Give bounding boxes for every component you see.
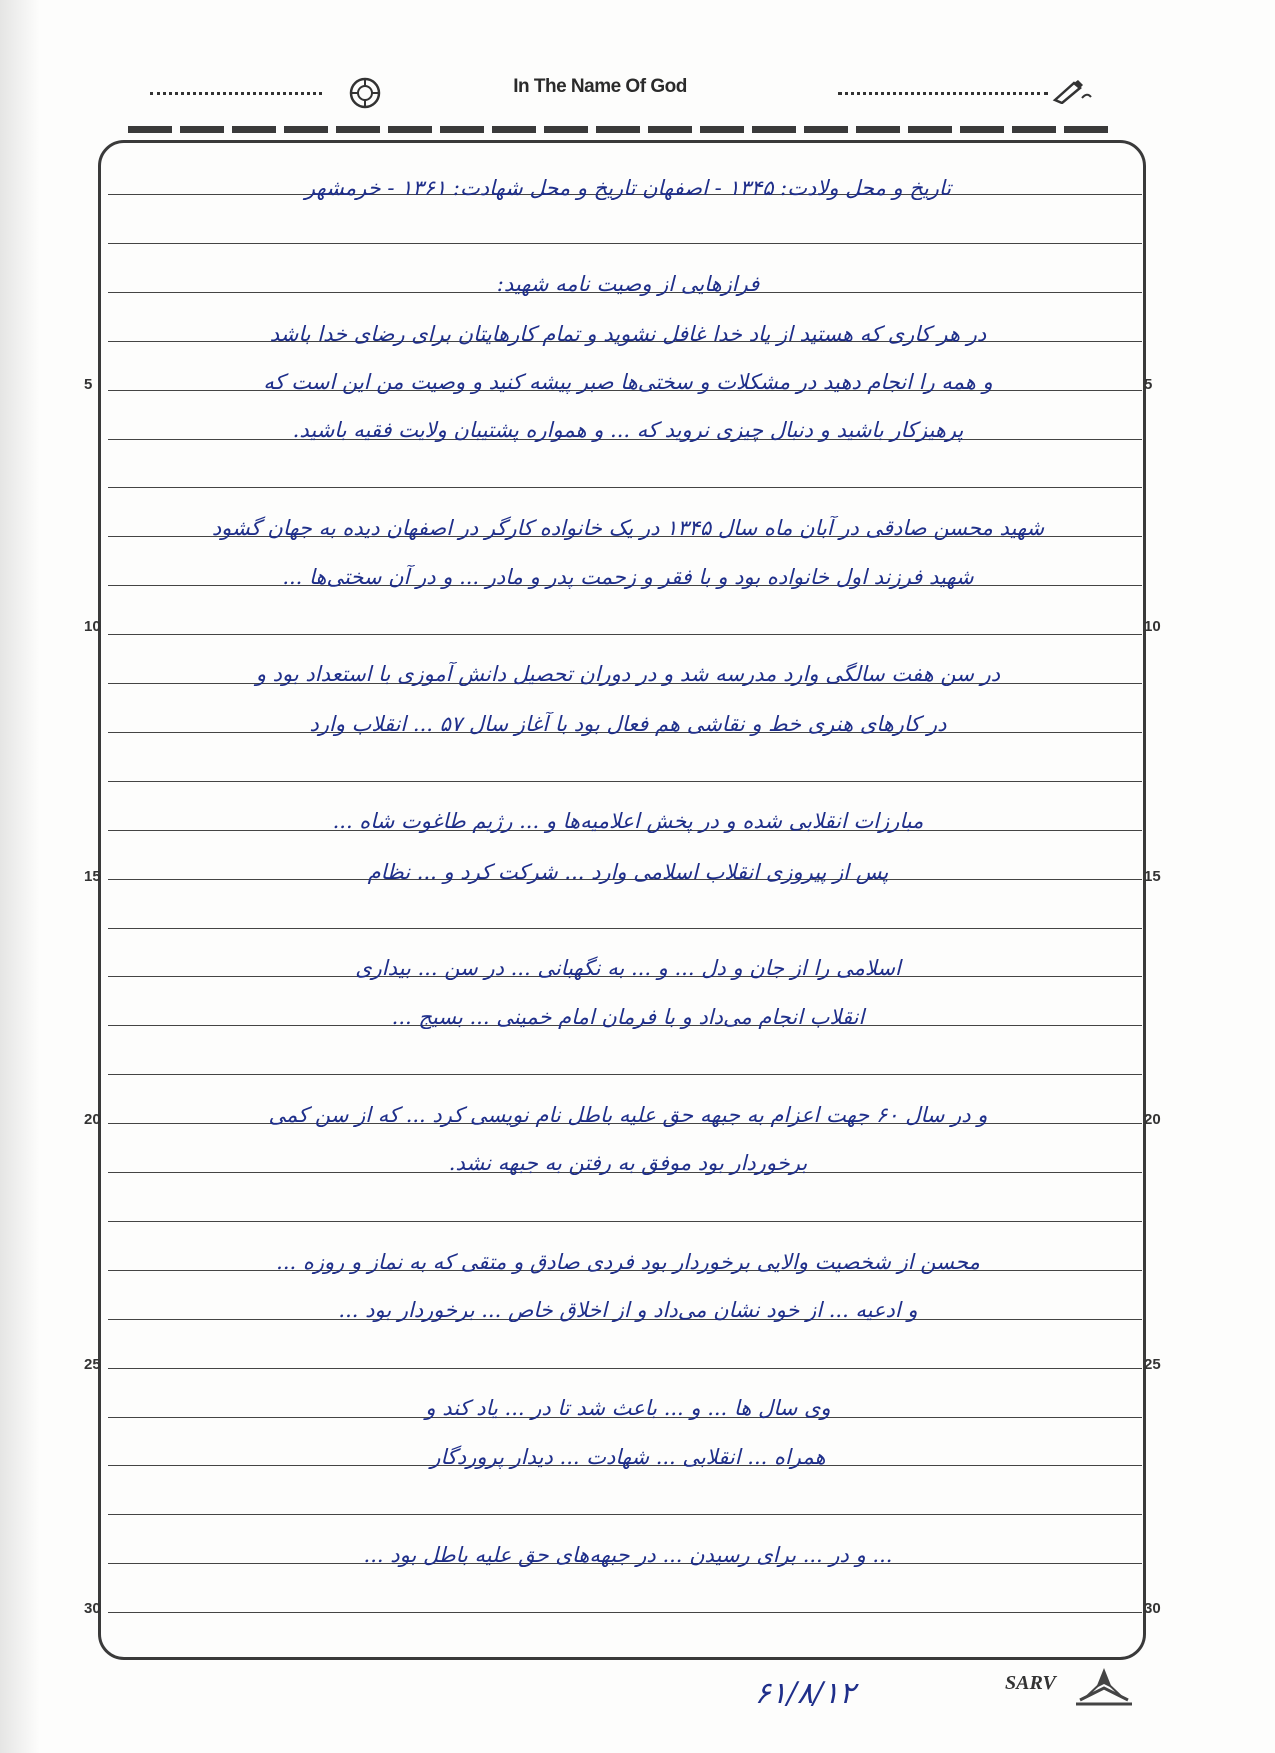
handwritten-line: شهید فرزند اول خانواده بود و با فقر و زحمت پدر و مادر ... و در آن سختی‌ها ... — [282, 565, 974, 589]
ruled-line — [108, 1514, 1142, 1515]
handwritten-line: مبارزات انقلابی شده و در پخش اعلامیه‌ها و ... رژیم طاغوت شاه ... — [332, 809, 924, 833]
brand-text: SARV — [1005, 1672, 1056, 1694]
line-number-10: 10 — [84, 618, 101, 635]
line-number-5: 5 — [84, 376, 93, 393]
sarv-logo-icon — [1074, 1664, 1134, 1706]
handwritten-line: در هر کاری که هستید از یاد خدا غافل نشوید و تمام کارهایتان برای رضای خدا باشد — [269, 322, 987, 346]
ruled-line — [108, 1612, 1142, 1613]
line-number-15-right: 15 — [1144, 868, 1161, 885]
handwritten-footer-date: ۶۱/۸/۱۲ — [754, 1676, 856, 1711]
line-number-10-right: 10 — [1144, 618, 1161, 635]
line-number-15: 15 — [84, 868, 101, 885]
ruled-line — [108, 781, 1142, 782]
handwritten-line: پرهیزکار باشید و دنبال چیزی نروید که ... و همواره پشتیبان ولایت فقیه باشید. — [292, 418, 964, 442]
ruled-line — [108, 487, 1142, 488]
handwritten-line: همراه ... انقلابی ... شهادت ... دیدار پروردگار — [430, 1445, 826, 1469]
handwritten-line: در سن هفت سالگی وارد مدرسه شد و در دوران تحصیل دانش آموزی با استعداد بود و — [255, 662, 1001, 686]
handwritten-line: انقلاب انجام می‌داد و با فرمان امام خمینی ... بسیج ... — [391, 1005, 865, 1029]
handwritten-line: وی سال ها ... و ... باعث شد تا در ... یاد کند و — [425, 1396, 831, 1420]
line-number-30-right: 30 — [1144, 1600, 1161, 1617]
handwritten-line: و ادعیه ... از خود نشان می‌داد و از اخلاق خاص ... برخوردار بود ... — [338, 1298, 918, 1322]
handwritten-line: در کارهای هنری خط و نقاشی هم فعال بود با آغاز سال ۵۷ ... انقلاب وارد — [309, 712, 947, 736]
scan-edge-shadow — [0, 0, 40, 1753]
header-title: In The Name Of God — [513, 76, 687, 97]
handwritten-line: فرازهایی از وصیت نامه شهید: — [496, 272, 760, 296]
line-number-25-right: 25 — [1144, 1356, 1161, 1373]
page-frame — [98, 140, 1146, 1660]
handwritten-line: پس از پیروزی انقلاب اسلامی وارد ... شرکت کرد و ... نظام — [367, 860, 889, 884]
line-number-5-right: 5 — [1144, 376, 1153, 393]
header-dotted-line-right — [838, 92, 1048, 95]
handwritten-line: و در سال ۶۰ جهت اعزام به جبهه حق علیه باطل نام نویسی کرد ... که از سن کمی — [268, 1103, 988, 1127]
ruled-line — [108, 1368, 1142, 1369]
ruled-line — [108, 928, 1142, 929]
line-number-20: 20 — [84, 1111, 101, 1128]
handwritten-line: تاریخ و محل ولادت: ۱۳۴۵ - اصفهان تاریخ و محل شهادت: ۱۳۶۱ - خرمشهر — [304, 176, 952, 200]
ruled-line — [108, 243, 1142, 244]
line-number-25: 25 — [84, 1356, 101, 1373]
line-number-20-right: 20 — [1144, 1111, 1161, 1128]
handwritten-line: اسلامی را از جان و دل ... و ... به نگهبانی ... در سن ... بیداری — [355, 956, 901, 980]
handwritten-line: محسن از شخصیت والایی برخوردار بود فردی صادق و متقی که به نماز و روزه ... — [276, 1250, 980, 1274]
ruled-line — [108, 634, 1142, 635]
ruled-line — [108, 1221, 1142, 1222]
line-number-30: 30 — [84, 1600, 101, 1617]
pen-icon — [1052, 78, 1092, 104]
handwritten-line: و همه را انجام دهید در مشکلات و سختی‌ها صبر پیشه کنید و وصیت من این است که — [263, 370, 993, 394]
handwritten-line: ... و در ... برای رسیدن ... در جبهه‌های حق علیه باطل بود ... — [363, 1543, 893, 1567]
header-dotted-line-left — [150, 92, 322, 95]
handwritten-line: شهید محسن صادقی در آبان ماه سال ۱۳۴۵ در یک خانواده کارگر در اصفهان دیده به جهان گشود — [211, 516, 1045, 540]
emblem-icon — [348, 76, 382, 110]
handwritten-line: برخوردار بود موفق به رفتن به جبهه نشد. — [448, 1151, 808, 1175]
ruled-line — [108, 1074, 1142, 1075]
header-dashed-border — [128, 126, 1110, 133]
